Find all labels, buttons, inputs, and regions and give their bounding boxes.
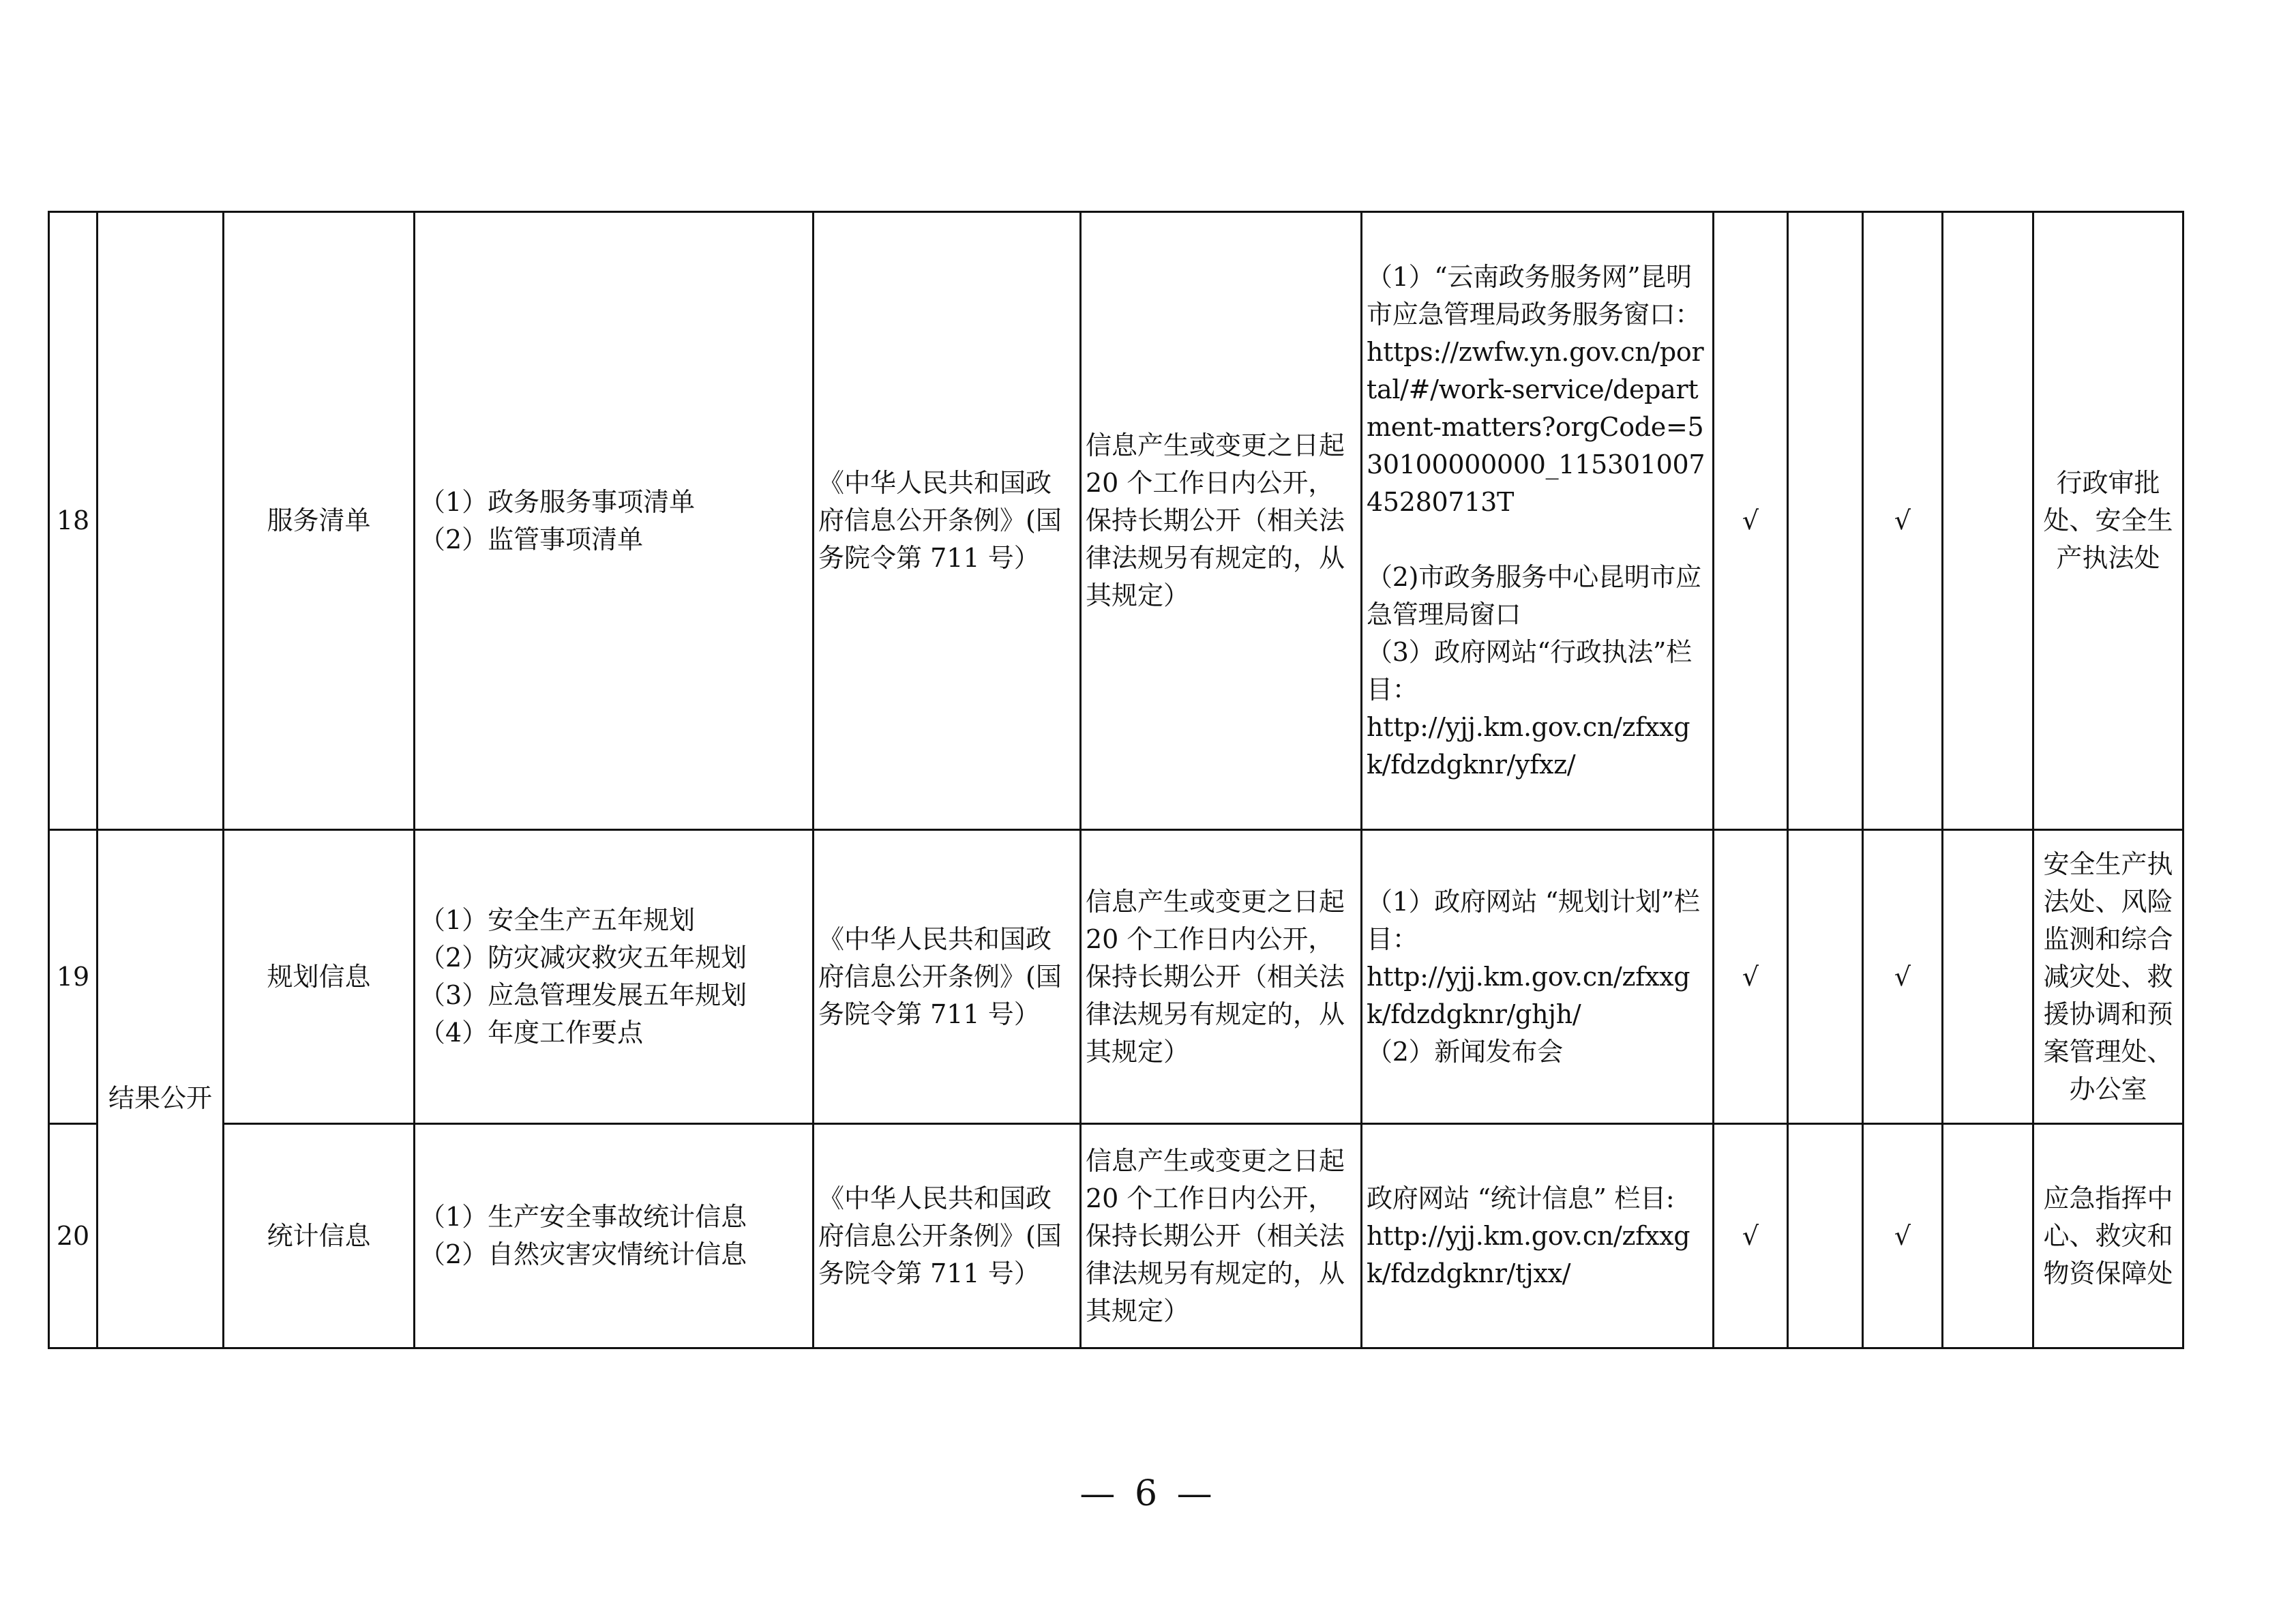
channel-line: （1）“云南政务服务网”昆明市应急管理局政务服务窗口： — [1367, 261, 1701, 329]
table-row — [49, 1124, 2183, 1348]
department-cell: 安全生产执法处、风险监测和综合减灾处、救援协调和预案管理处、办公室 — [2033, 830, 2183, 1124]
content-line: （2）监管事项清单 — [419, 524, 644, 555]
check-mark — [1943, 830, 2033, 1124]
content-line: （2）防灾减灾救灾五年规划 — [419, 943, 747, 973]
channel-cell — [1362, 1124, 1714, 1348]
check-mark — [1943, 212, 2033, 830]
department-cell: 行政审批处、安全生产执法处 — [2033, 212, 2183, 830]
check-mark: √ — [1863, 830, 1943, 1124]
category-label: 结果公开 — [108, 1083, 212, 1113]
basis-cell: 《中华人民共和国政府信息公开条例》(国务院令第 711 号） — [814, 1124, 1081, 1348]
channel-url: https://zwfw.yn.gov.cn/portal/#/work-service/department-matters?orgCode=530100000000_11530100745280713T — [1367, 336, 1705, 517]
row-number: 20 — [49, 1124, 98, 1348]
content-line: （3）应急管理发展五年规划 — [419, 980, 747, 1010]
time-limit-cell: 信息产生或变更之日起 20 个工作日内公开，保持长期公开（相关法律法规另有规定的，从其规定） — [1081, 1124, 1362, 1348]
channel-cell — [1362, 212, 1714, 830]
channel-cell — [1362, 830, 1714, 1124]
channel-url: http://yjj.km.gov.cn/zfxxgk/fdzdgknr/yfxz/ — [1367, 711, 1690, 780]
channel-line: 政府网站 “统计信息” 栏目: — [1367, 1183, 1675, 1213]
check-mark: √ — [1714, 830, 1788, 1124]
channel-url: http://yjj.km.gov.cn/zfxxgk/fdzdgknr/tjxx/ — [1367, 1220, 1690, 1288]
category-cell — [98, 830, 224, 1348]
check-mark — [1788, 212, 1863, 830]
page-number: — 6 — — [1079, 1473, 1217, 1514]
basis-cell: 《中华人民共和国政府信息公开条例》(国务院令第 711 号） — [814, 212, 1081, 830]
check-mark: √ — [1863, 212, 1943, 830]
content-line: （2）自然灾害灾情统计信息 — [419, 1239, 747, 1269]
channel-spacer — [1367, 521, 1708, 559]
item-name: 统计信息 — [224, 1124, 415, 1348]
item-name: 服务清单 — [224, 212, 415, 830]
content-line: （1）政务服务事项清单 — [419, 486, 696, 517]
channel-line: （1）政府网站 “规划计划”栏目： — [1367, 886, 1700, 954]
content-line: （4）年度工作要点 — [419, 1018, 644, 1048]
channel-line: （2）新闻发布会 — [1367, 1036, 1563, 1067]
channel-line: （3）政府网站“行政执法”栏目： — [1367, 636, 1692, 705]
table-row — [49, 830, 2183, 1124]
item-content — [415, 830, 814, 1124]
table-row — [49, 212, 2183, 830]
category-cell — [98, 212, 224, 830]
department-cell: 应急指挥中心、救灾和物资保障处 — [2033, 1124, 2183, 1348]
item-content — [415, 212, 814, 830]
check-mark — [1788, 1124, 1863, 1348]
time-limit-cell: 信息产生或变更之日起 20 个工作日内公开，保持长期公开（相关法律法规另有规定的，从其规定） — [1081, 212, 1362, 830]
content-line: （1）安全生产五年规划 — [419, 905, 696, 935]
channel-line: （2)市政务服务中心昆明市应急管理局窗口 — [1367, 561, 1701, 630]
item-content — [415, 1124, 814, 1348]
check-mark — [1943, 1124, 2033, 1348]
check-mark: √ — [1714, 212, 1788, 830]
check-mark: √ — [1863, 1124, 1943, 1348]
time-limit-cell: 信息产生或变更之日起 20 个工作日内公开，保持长期公开（相关法律法规另有规定的，从其规定） — [1081, 830, 1362, 1124]
check-mark — [1788, 830, 1863, 1124]
check-mark: √ — [1714, 1124, 1788, 1348]
content-line: （1）生产安全事故统计信息 — [419, 1202, 747, 1232]
row-number: 19 — [49, 830, 98, 1124]
row-number: 18 — [49, 212, 98, 830]
disclosure-table — [48, 211, 2184, 1349]
channel-url: http://yjj.km.gov.cn/zfxxgk/fdzdgknr/ghjh/ — [1367, 961, 1690, 1029]
basis-cell: 《中华人民共和国政府信息公开条例》(国务院令第 711 号） — [814, 830, 1081, 1124]
item-name: 规划信息 — [224, 830, 415, 1124]
